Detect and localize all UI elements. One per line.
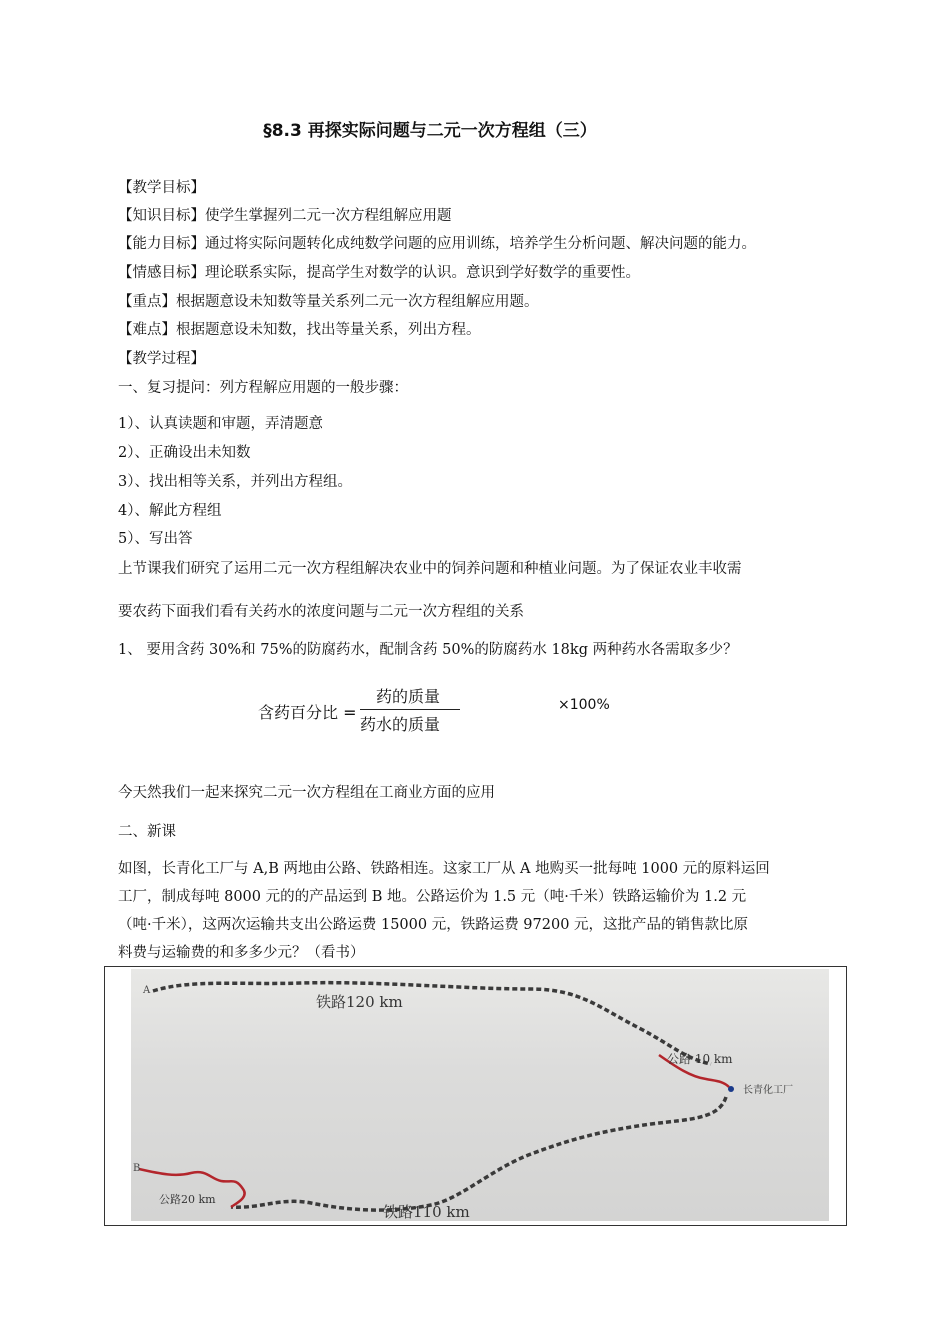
objectives-header: 【教学目标】 xyxy=(118,180,205,196)
problem-1: 1、 要用含药 30%和 75%的防腐药水，配制含药 50%的防腐药水 18kg 两种药水各需取多少？ xyxy=(118,642,738,658)
ability-objective: 【能力目标】通过将实际问题转化成纯数学问题的应用训练，培养学生分析问题、解决问题的能力。 xyxy=(118,236,756,252)
point-a-label: A xyxy=(143,985,151,996)
step-1: 1）、认真读题和审题，弄清题意 xyxy=(118,416,323,432)
route-photo xyxy=(131,969,829,1221)
step-4: 4）、解此方程组 xyxy=(118,503,222,519)
formula-multiplier: ×100% xyxy=(558,697,610,713)
problem-line-1: 如图，长青化工厂与 A,B 两地由公路、铁路相连。这家工厂从 A 地购买一批每吨 1000 元的原料运回 xyxy=(118,861,770,877)
problem-line-4: 料费与运输费的和多多少元？（看书） xyxy=(118,945,365,961)
step-5: 5）、写出答 xyxy=(118,531,193,547)
step-2: 2）、正确设出未知数 xyxy=(118,445,251,461)
page-title: §8.3 再探实际问题与二元一次方程组（三） xyxy=(263,121,597,141)
new-lesson-header: 二、新课 xyxy=(118,824,176,840)
problem-line-2: 工厂，制成每吨 8000 元的的产品运到 B 地。公路运价为 1.5 元（吨·千米）铁路运输价为 1.2 元 xyxy=(118,889,747,905)
rail-top-line xyxy=(153,983,711,1064)
emotion-objective: 【情感目标】理论联系实际，提高学生对数学的认识。意识到学好数学的重要性。 xyxy=(118,265,640,281)
intro-line-1: 上节课我们研究了运用二元一次方程组解决农业中的饲养问题和种植业问题。为了保证农业丰收需 xyxy=(118,561,742,577)
intro-line-2: 要农药下面我们看有关药水的浓度问题与二元一次方程组的关系 xyxy=(118,604,524,620)
key-point: 【重点】根据题意设未知数等量关系列二元一次方程组解应用题。 xyxy=(118,294,539,310)
route-figure xyxy=(104,966,847,1226)
review-question: 一、复习提问：列方程解应用题的一般步骤： xyxy=(118,380,408,396)
concentration-formula xyxy=(258,680,658,740)
today-line: 今天然我们一起来探究二元一次方程组在工商业方面的应用 xyxy=(118,785,495,801)
knowledge-objective: 【知识目标】使学生掌握列二元一次方程组解应用题 xyxy=(118,208,452,224)
road-left-label: 公路20 km xyxy=(159,1193,216,1206)
rail-bottom-label: 铁路110 km xyxy=(383,1203,470,1221)
rail-bottom-line xyxy=(231,1097,726,1210)
fraction-bar xyxy=(360,709,460,710)
rail-top-label: 铁路120 km xyxy=(316,993,403,1011)
road-right-label: 公路 10 km xyxy=(667,1052,733,1066)
formula-denominator: 药水的质量 xyxy=(360,715,441,734)
point-b-label: B xyxy=(133,1163,141,1174)
step-3: 3）、找出相等关系，并列出方程组。 xyxy=(118,474,352,490)
difficult-point: 【难点】根据题意设未知数，找出等量关系，列出方程。 xyxy=(118,322,481,338)
formula-numerator: 药的质量 xyxy=(376,687,441,706)
process-header: 【教学过程】 xyxy=(118,351,205,367)
factory-dot xyxy=(728,1086,734,1092)
formula-left: 含药百分比 = xyxy=(258,703,357,722)
factory-label: 长青化工厂 xyxy=(743,1085,793,1096)
problem-line-3: （吨·千米），这两次运输共支出公路运费 15000 元，铁路运费 97200 元，这批产品的销售款比原 xyxy=(118,917,749,933)
